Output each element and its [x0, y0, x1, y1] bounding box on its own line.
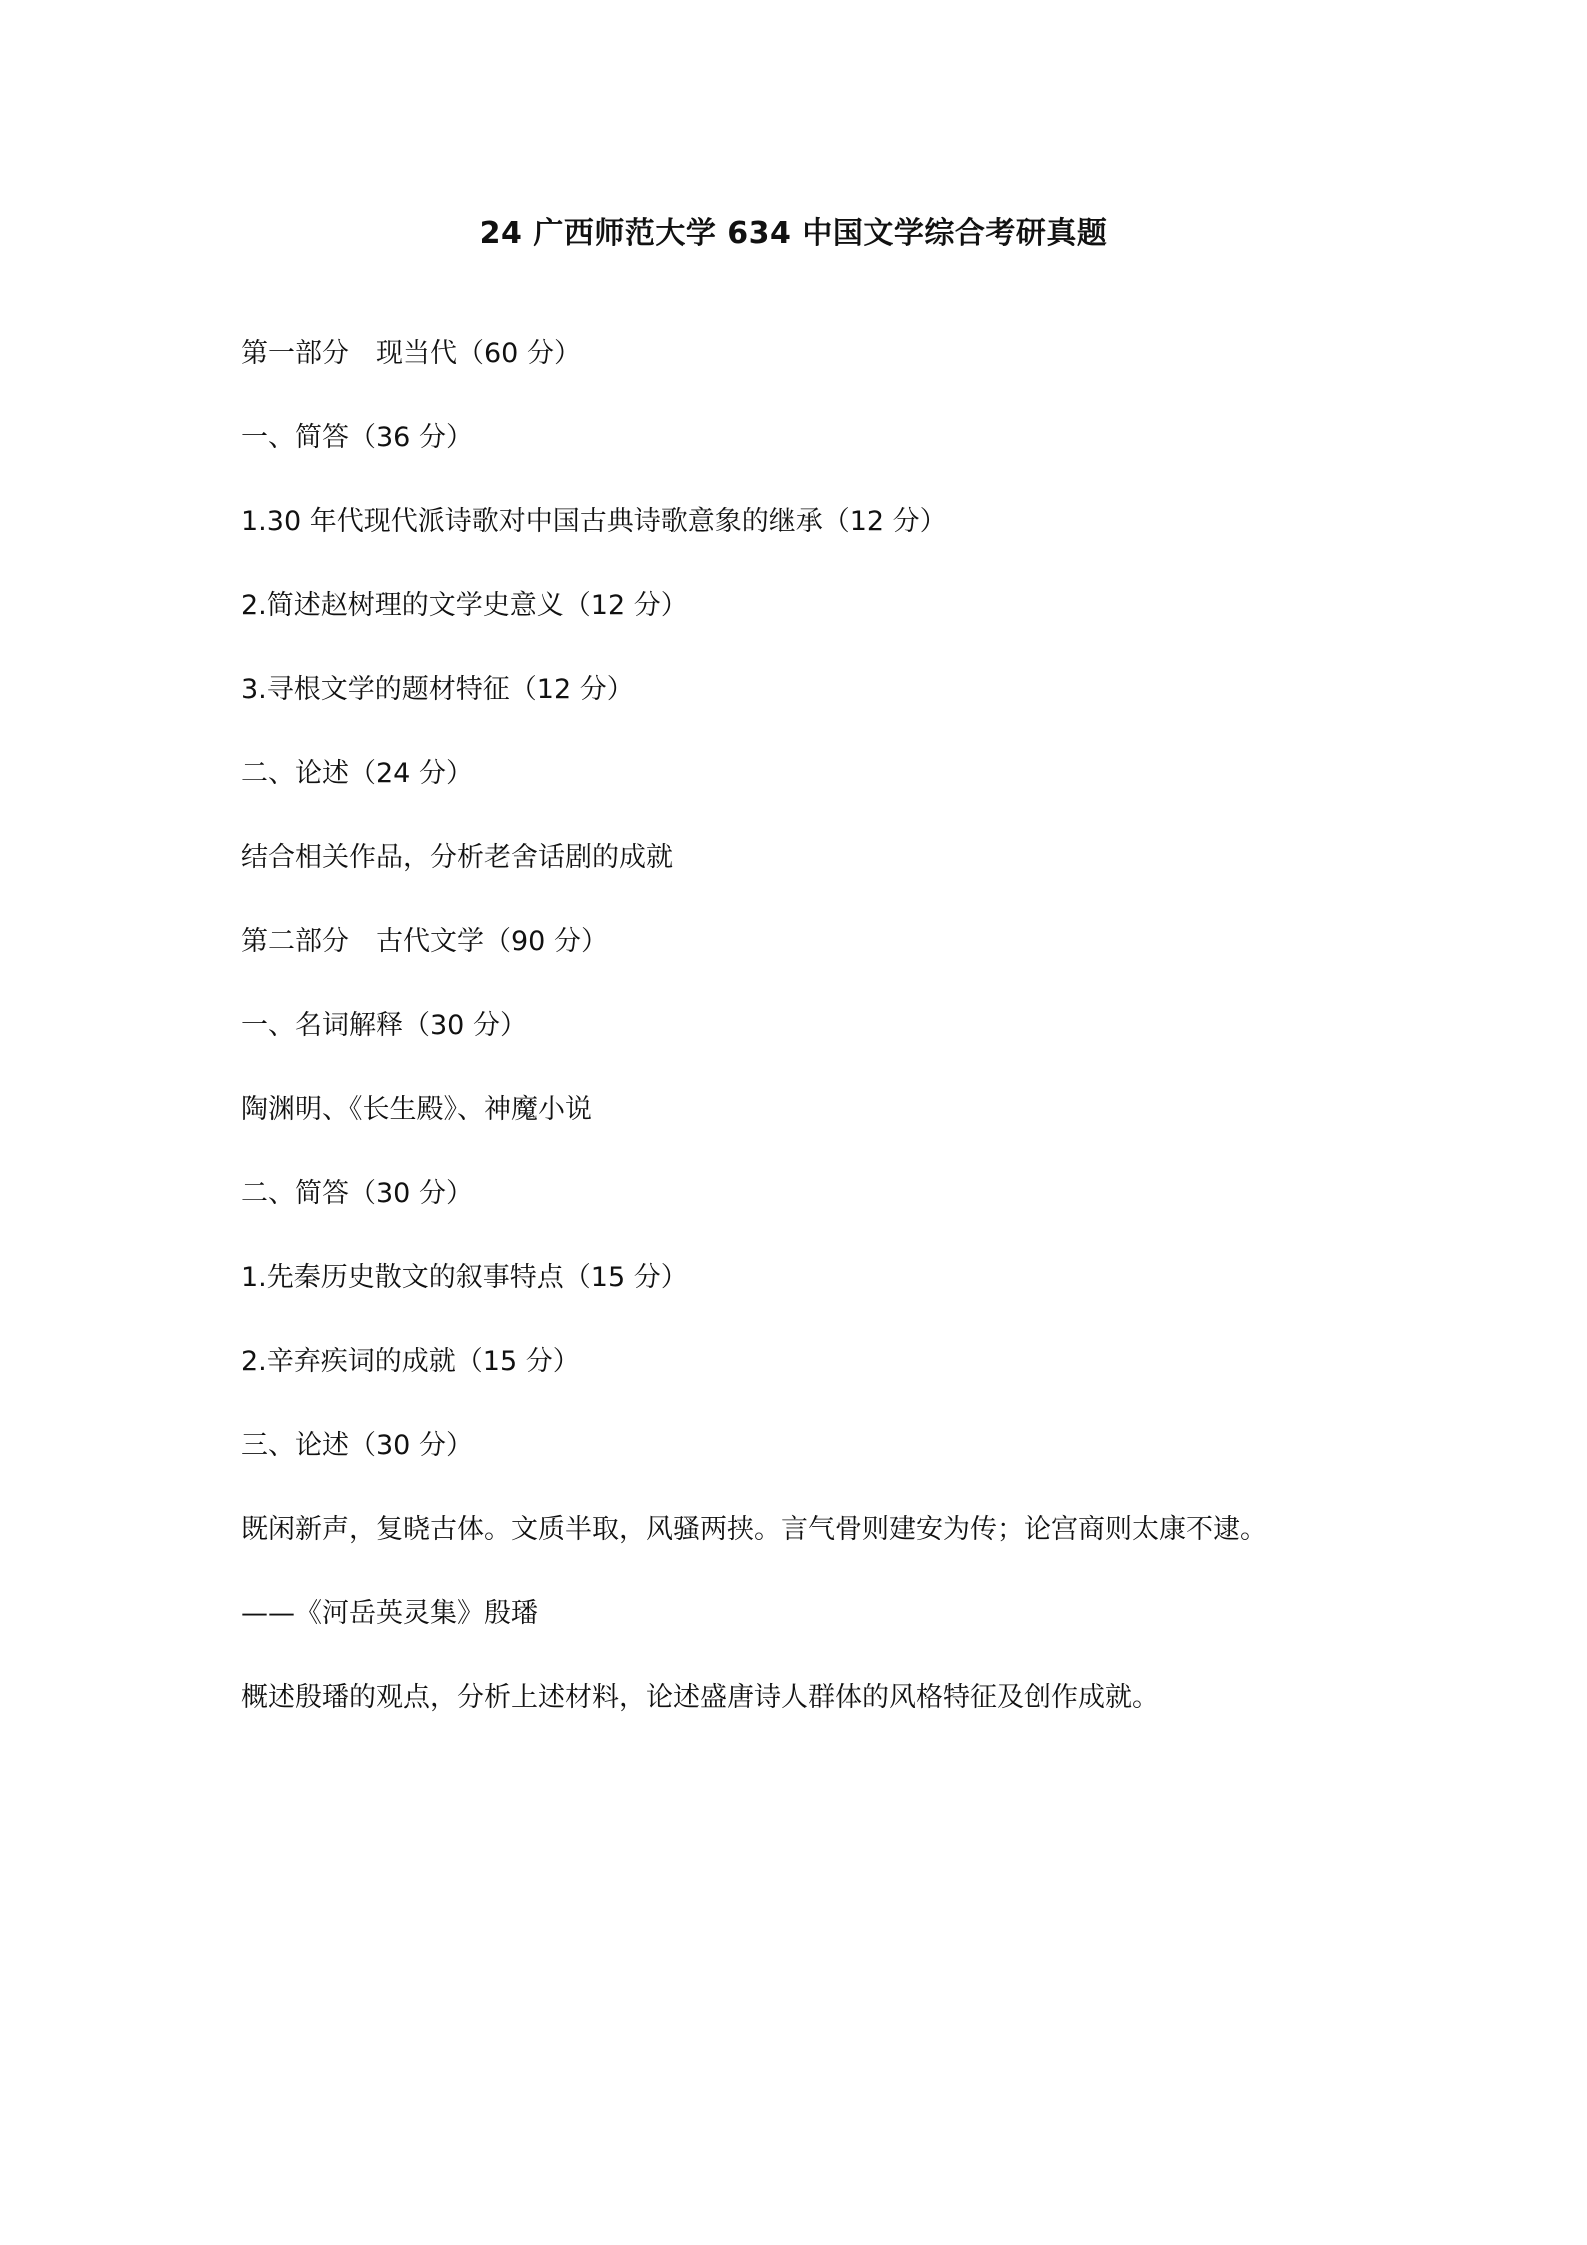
document-body — [241, 332, 1391, 1760]
quoted-material: 既闲新声，复晓古体。文质半取，风骚两挟。言气骨则建安为传；论宫商则太康不逮。 — [241, 1514, 1267, 1545]
section-short-answer-heading: 二、简答（30 分） — [241, 1178, 473, 1209]
question-item: 概述殷璠的观点，分析上述材料，论述盛唐诗人群体的风格特征及创作成就。 — [241, 1682, 1159, 1713]
part-one-heading: 第一部分 现当代（60 分） — [241, 338, 581, 369]
question-item: 结合相关作品，分析老舍话剧的成就 — [241, 842, 673, 873]
quote-source: ——《河岳英灵集》殷璠 — [241, 1598, 538, 1629]
section-essay-heading: 二、论述（24 分） — [241, 758, 473, 789]
section-short-answer-heading: 一、简答（36 分） — [241, 422, 473, 453]
question-item: 陶渊明、《长生殿》、神魔小说 — [241, 1094, 592, 1125]
question-item: 2.辛弃疾词的成就（15 分） — [241, 1346, 580, 1377]
section-essay-heading: 三、论述（30 分） — [241, 1430, 473, 1461]
question-item: 3.寻根文学的题材特征（12 分） — [241, 674, 634, 705]
part-two-heading: 第二部分 古代文学（90 分） — [241, 926, 608, 957]
document-title: 24 广西师范大学 634 中国文学综合考研真题 — [479, 216, 1108, 251]
question-item: 1.30 年代现代派诗歌对中国古典诗歌意象的继承（12 分） — [241, 506, 947, 537]
question-item: 1.先秦历史散文的叙事特点（15 分） — [241, 1262, 688, 1293]
section-term-definition-heading: 一、名词解释（30 分） — [241, 1010, 527, 1041]
question-item: 2.简述赵树理的文学史意义（12 分） — [241, 590, 688, 621]
